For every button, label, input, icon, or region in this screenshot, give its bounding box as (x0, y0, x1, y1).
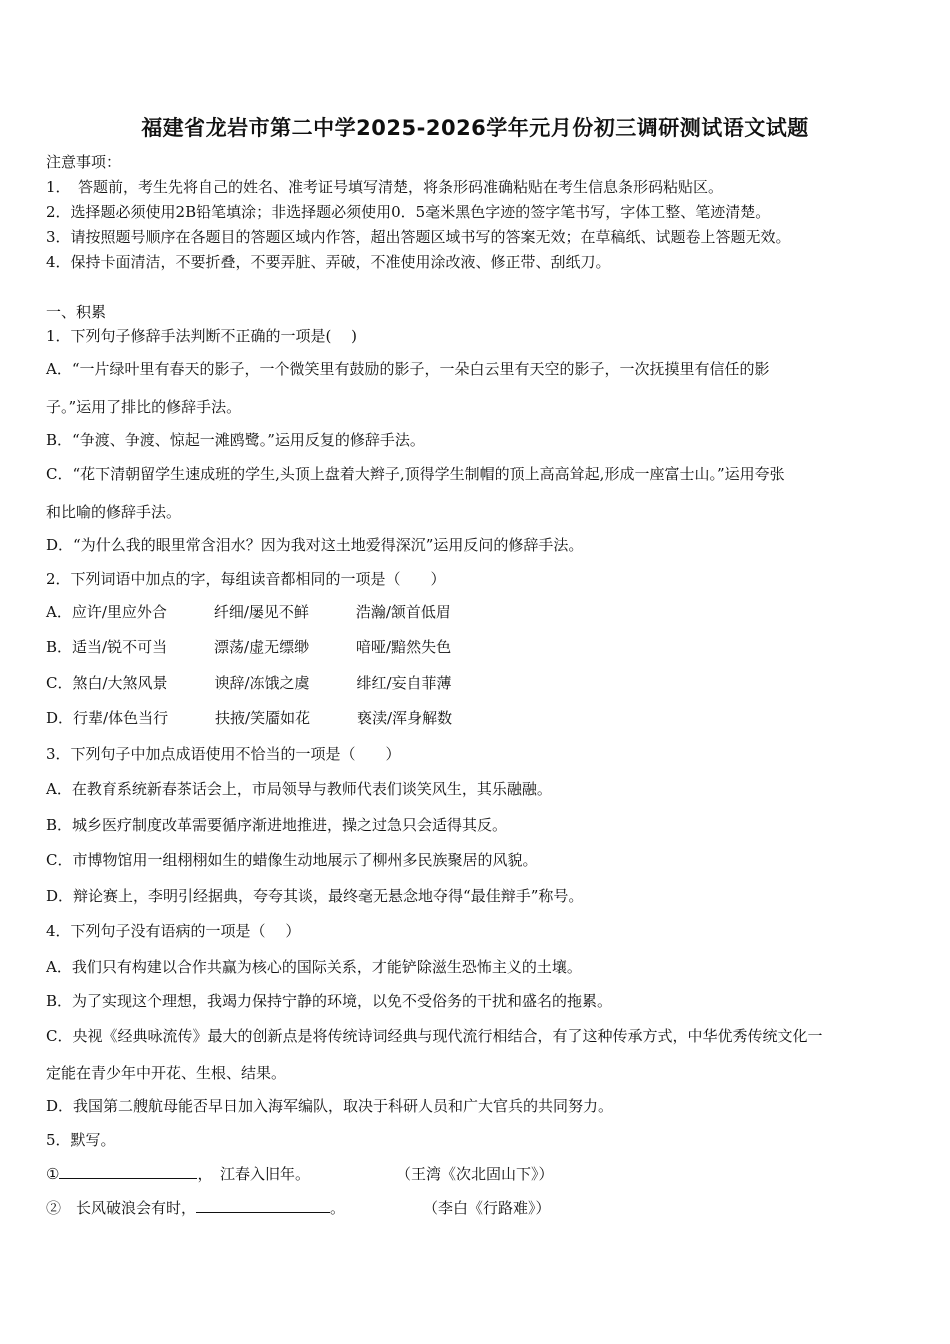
question-1-option-c-cont: 和比喻的修辞手法。 (46, 503, 182, 521)
question-1-option-b: B．“争渡、争渡、惊起一滩鸥鹭。”运用反复的修辞手法。 (46, 431, 425, 449)
section-heading: 一、积累 (46, 303, 107, 321)
word-group: 绯红/妄自菲薄 (356, 674, 452, 692)
question-3-option-b: B．城乡医疗制度改革需要循序渐进地推进，操之过急只会适得其反。 (46, 816, 508, 834)
word-group: 谀辞/冻饿之虞 (214, 674, 310, 692)
question-4-option-c: C．央视《经典咏流传》最大的创新点是将传统诗词经典与现代流行相结合，有了这种传承方式，中华优秀传统文化一 (46, 1027, 823, 1045)
question-5-stem: 5．默写。 (46, 1131, 116, 1149)
dictation-line-1 (46, 1164, 553, 1184)
verse-source: （李白《行路难》） (423, 1199, 551, 1217)
word-group: 应许/里应外合 (71, 603, 167, 621)
verse-text: ， 江春入旧年。 (197, 1165, 310, 1183)
word-group: 纤细/屡见不鲜 (213, 603, 309, 621)
question-4-option-c-cont: 定能在青少年中开花、生根、结果。 (46, 1064, 287, 1082)
notice-item: 1． 答题前，考生先将自己的姓名、准考证号填写清楚，将条形码准确粘贴在考生信息条形码粘贴区。 (46, 178, 724, 196)
word-group: 适当/锐不可当 (72, 638, 168, 656)
question-1-option-a-cont: 子。”运用了排比的修辞手法。 (46, 398, 242, 416)
question-3-stem: 3．下列句子中加点成语使用不恰当的一项是（ ） (46, 745, 401, 763)
answer-blank[interactable] (59, 1164, 197, 1179)
notice-item: 2．选择题必须使用2B铅笔填涂；非选择题必须使用0．5毫米黑色字迹的签字笔书写，字体工整、笔迹清楚。 (46, 203, 771, 221)
word-group: 喑哑/黯然失色 (356, 638, 452, 656)
question-1-option-a: A．“一片绿叶里有春天的影子，一个微笑里有鼓励的影子，一朵白云里有天空的影子，一次抚摸里有信任的影 (46, 360, 770, 378)
question-4-option-a: A．我们只有构建以合作共赢为核心的国际关系，才能铲除滋生恐怖主义的土壤。 (46, 958, 582, 976)
verse-source: （王湾《次北固山下》） (395, 1165, 554, 1183)
word-group: 亵渎/浑身解数 (357, 709, 453, 727)
option-label: C． (46, 674, 73, 692)
answer-blank[interactable] (196, 1198, 330, 1213)
word-group: 浩瀚/颔首低眉 (355, 603, 451, 621)
dictation-line-2 (46, 1198, 551, 1218)
question-1-option-d: D．“为什么我的眼里常含泪水？因为我对这土地爱得深沉”运用反问的修辞手法。 (46, 536, 584, 554)
option-label: D． (46, 709, 74, 727)
option-label: A． (46, 603, 72, 621)
word-group: 煞白/大煞风景 (72, 674, 168, 692)
word-group: 漂荡/虚无缥缈 (214, 638, 310, 656)
word-group: 扶掖/笑靥如花 (215, 709, 311, 727)
word-group: 行辈/体色当行 (73, 709, 169, 727)
circled-number: ① (46, 1165, 60, 1183)
notice-item: 3．请按照题号顺序在各题目的答题区域内作答，超出答题区域书写的答案无效；在草稿纸、试题卷上答题无效。 (46, 228, 791, 246)
question-2-option-a (46, 602, 451, 622)
notice-heading: 注意事项： (46, 153, 122, 171)
page-title: 福建省龙岩市第二中学2025-2026学年元月份初三调研测试语文试题 (141, 116, 809, 140)
question-4-option-b: B．为了实现这个理想，我竭力保持宁静的环境，以免不受俗务的干扰和盛名的拖累。 (46, 992, 613, 1010)
question-3-option-a: A．在教育系统新春茶话会上，市局领导与教师代表们谈笑风生，其乐融融。 (46, 780, 552, 798)
question-1-option-c: C．“花下清朝留学生速成班的学生,头顶上盘着大辫子,顶得学生制帽的顶上高高耸起,形成一座富士山。”运用夸张 (46, 465, 785, 483)
question-1-stem: 1．下列句子修辞手法判断不正确的一项是( ) (46, 327, 358, 345)
notice-item: 4．保持卡面清洁，不要折叠，不要弄脏、弄破，不准使用涂改液、修正带、刮纸刀。 (46, 253, 611, 271)
question-2-option-c (46, 673, 452, 693)
question-2-stem: 2．下列词语中加点的字，每组读音都相同的一项是（ ） (46, 570, 446, 588)
question-4-option-d: D．我国第二艘航母能否早日加入海军编队，取决于科研人员和广大官兵的共同努力。 (46, 1097, 614, 1115)
question-2-option-d (46, 708, 452, 728)
verse-text: 。 (330, 1199, 346, 1217)
question-3-option-d: D．辩论赛上，李明引经据典，夸夸其谈，最终毫无悬念地夺得“最佳辩手”称号。 (46, 887, 584, 905)
option-label: B． (46, 638, 73, 656)
verse-text: ② 长风破浪会有时， (46, 1199, 197, 1217)
question-2-option-b (46, 637, 451, 657)
question-3-option-c: C．市博物馆用一组栩栩如生的蜡像生动地展示了柳州多民族聚居的风貌。 (46, 851, 538, 869)
question-4-stem: 4．下列句子没有语病的一项是（ ） (46, 922, 301, 940)
